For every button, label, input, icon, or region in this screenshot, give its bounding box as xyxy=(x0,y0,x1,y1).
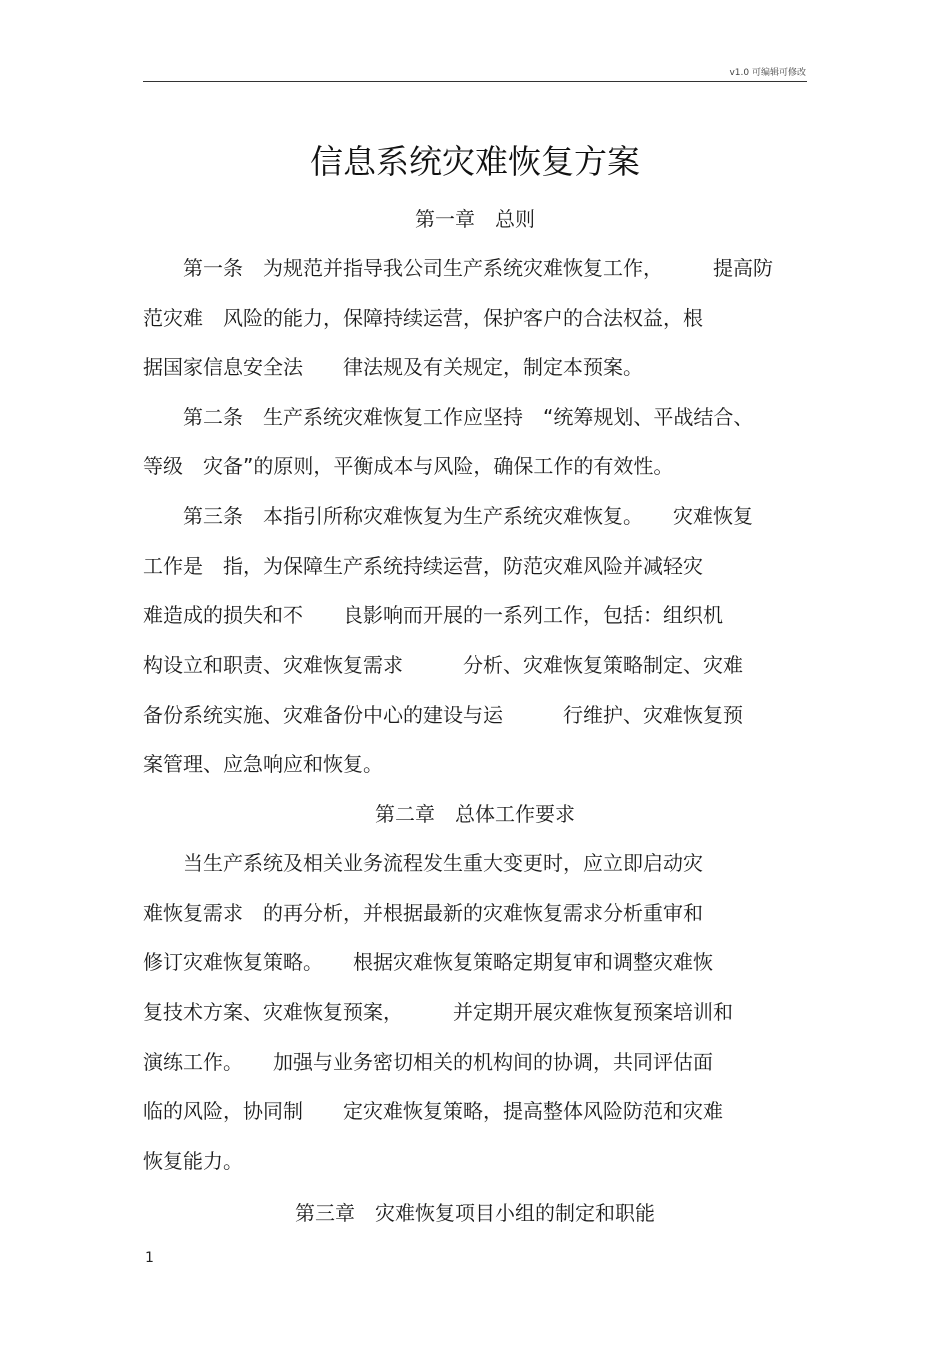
page-number: 1 xyxy=(145,1250,154,1266)
text-line: 第三条 本指引所称灾难恢复为生产系统灾难恢复。 灾难恢复 xyxy=(143,504,753,528)
text-line: 临的风险，协同制 定灾难恢复策略，提高整体风险防范和灾难 xyxy=(143,1099,723,1123)
text-line: 恢复能力。 xyxy=(143,1149,243,1173)
text-line: 第一条 为规范并指导我公司生产系统灾难恢复工作， 提高防 xyxy=(143,256,773,280)
header-rule xyxy=(143,81,807,82)
text-line: 范灾难 风险的能力，保障持续运营，保护客户的合法权益，根 xyxy=(143,306,703,330)
text-line: 备份系统实施、灾难备份中心的建设与运 行维护、灾难恢复预 xyxy=(143,703,743,727)
text-line: 修订灾难恢复策略。 根据灾难恢复策略定期复审和调整灾难恢 xyxy=(143,950,713,974)
text-line: 当生产系统及相关业务流程发生重大变更时，应立即启动灾 xyxy=(143,851,703,875)
text-line: 难造成的损失和不 良影响而开展的一系列工作，包括：组织机 xyxy=(143,603,723,627)
text-line: 复技术方案、灾难恢复预案， 并定期开展灾难恢复预案培训和 xyxy=(143,1000,733,1024)
chapter-3-heading: 第三章 灾难恢复项目小组的制定和职能 xyxy=(295,1201,655,1225)
version-note: v1.0 可编辑可修改 xyxy=(729,68,806,78)
text-line: 工作是 指，为保障生产系统持续运营，防范灾难风险并减轻灾 xyxy=(143,554,703,578)
text-line: 案管理、应急响应和恢复。 xyxy=(143,752,383,776)
text-line: 第二条 生产系统灾难恢复工作应坚持 “统筹规划、平战结合、 xyxy=(143,405,754,429)
text-line: 据国家信息安全法 律法规及有关规定，制定本预案。 xyxy=(143,355,643,379)
chapter-1-heading: 第一章 总则 xyxy=(415,207,535,231)
text-line: 难恢复需求 的再分析，并根据最新的灾难恢复需求分析重审和 xyxy=(143,901,703,925)
document-title: 信息系统灾难恢复方案 xyxy=(310,142,640,181)
text-line: 构设立和职责、灾难恢复需求 分析、灾难恢复策略制定、灾难 xyxy=(143,653,743,677)
text-line: 演练工作。 加强与业务密切相关的机构间的协调，共同评估面 xyxy=(143,1050,713,1074)
chapter-2-heading: 第二章 总体工作要求 xyxy=(375,802,575,826)
text-line: 等级 灾备”的原则，平衡成本与风险，确保工作的有效性。 xyxy=(143,454,674,478)
